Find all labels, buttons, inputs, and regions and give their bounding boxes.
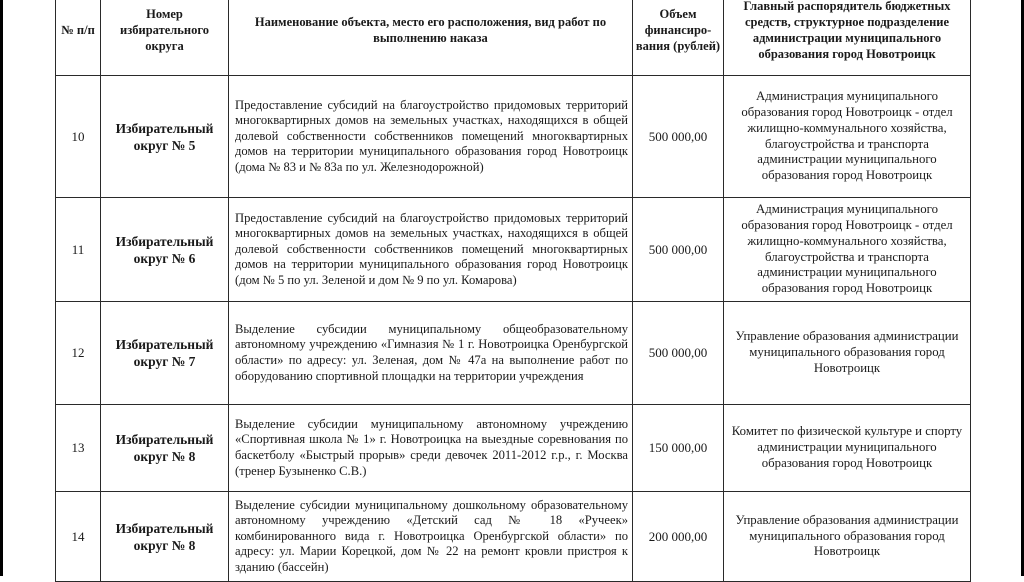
row-responsible: Управление образования администрации муниципального образования город Новотроицк [724,492,971,582]
row-responsible: Администрация муниципального образования город Новотроицк - отдел жилищно-коммунального хозяйства, благоустройства и транспорта администрации муниципального образования город Новотроицк [724,76,971,198]
table-row [56,302,971,405]
row-description: Выделение субсидии муниципальному автономному учреждению «Спортивная школа № 1» г. Новотроицка на выездные соревнования по баскетболу «Быстрый прорыв» среди девочек 2011-2012 г.р., г. Москва (тренер Бузыненко С.В.) [229,405,633,492]
row-num: 11 [56,198,101,302]
row-district: Избирательный округ № 8 [101,492,229,582]
table-row [56,76,971,198]
table-row [56,405,971,492]
document-page [55,0,970,582]
header-district: Номер избирательного округа [101,0,229,76]
left-edge-bar [0,0,3,576]
row-description: Выделение субсидии муниципальному дошкольному образовательному автономному учреждению «Детский сад № 18 «Ручеек» комбинированного вида г. Новотроицка Оренбургской области» по адресу: ул. Марии Корецкой, дом № 22 на ремонт кровли пристроя к зданию (бассейн) [229,492,633,582]
row-amount: 200 000,00 [633,492,724,582]
appropriations-table [55,0,971,582]
row-responsible: Управление образования администрации муниципального образования город Новотроицк [724,302,971,405]
row-amount: 500 000,00 [633,198,724,302]
row-district: Избирательный округ № 7 [101,302,229,405]
row-responsible: Комитет по физической культуре и спорту администрации муниципального образования город Новотроицк [724,405,971,492]
row-num: 10 [56,76,101,198]
table-row [56,492,971,582]
row-amount: 150 000,00 [633,405,724,492]
row-description: Предоставление субсидий на благоустройство придомовых территорий многоквартирных домов на земельных участках, находящихся в общей долевой собственности собственников помещений многоквартирных домов на территории муниципального образования город Новотроицк (дом № 5 по ул. Зеленой и дом № 9 по ул. Комарова) [229,198,633,302]
row-description: Выделение субсидии муниципальному общеобразовательному автономному учреждению «Гимназия № 1 г. Новотроицка Оренбургской области» по адресу: ул. Зеленая, дом № 47а на выполнение работ по оборудованию спортивной площадки на территории учреждения [229,302,633,405]
row-district: Избирательный округ № 8 [101,405,229,492]
header-amount: Объем финансиро-вания (рублей) [633,0,724,76]
row-description: Предоставление субсидий на благоустройство придомовых территорий многоквартирных домов на земельных участках, находящихся в общей долевой собственности собственников помещений многоквартирных домов на территории муниципального образования город Новотроицк (дома № 83 и № 83а по ул. Железнодорожной) [229,76,633,198]
header-num: № п/п [56,0,101,76]
header-responsible: Главный распорядитель бюджетных средств, структурное подразделение администрации муниципального образования город Новотроицк [724,0,971,76]
table-row [56,198,971,302]
row-num: 12 [56,302,101,405]
row-num: 13 [56,405,101,492]
row-amount: 500 000,00 [633,302,724,405]
table-header-row [56,0,971,76]
row-responsible: Администрация муниципального образования город Новотроицк - отдел жилищно-коммунального хозяйства, благоустройства и транспорта администрации муниципального образования город Новотроицк [724,198,971,302]
row-num: 14 [56,492,101,582]
row-amount: 500 000,00 [633,76,724,198]
row-district: Избирательный округ № 5 [101,76,229,198]
header-object: Наименование объекта, место его расположения, вид работ по выполнению наказа [229,0,633,76]
row-district: Избирательный округ № 6 [101,198,229,302]
